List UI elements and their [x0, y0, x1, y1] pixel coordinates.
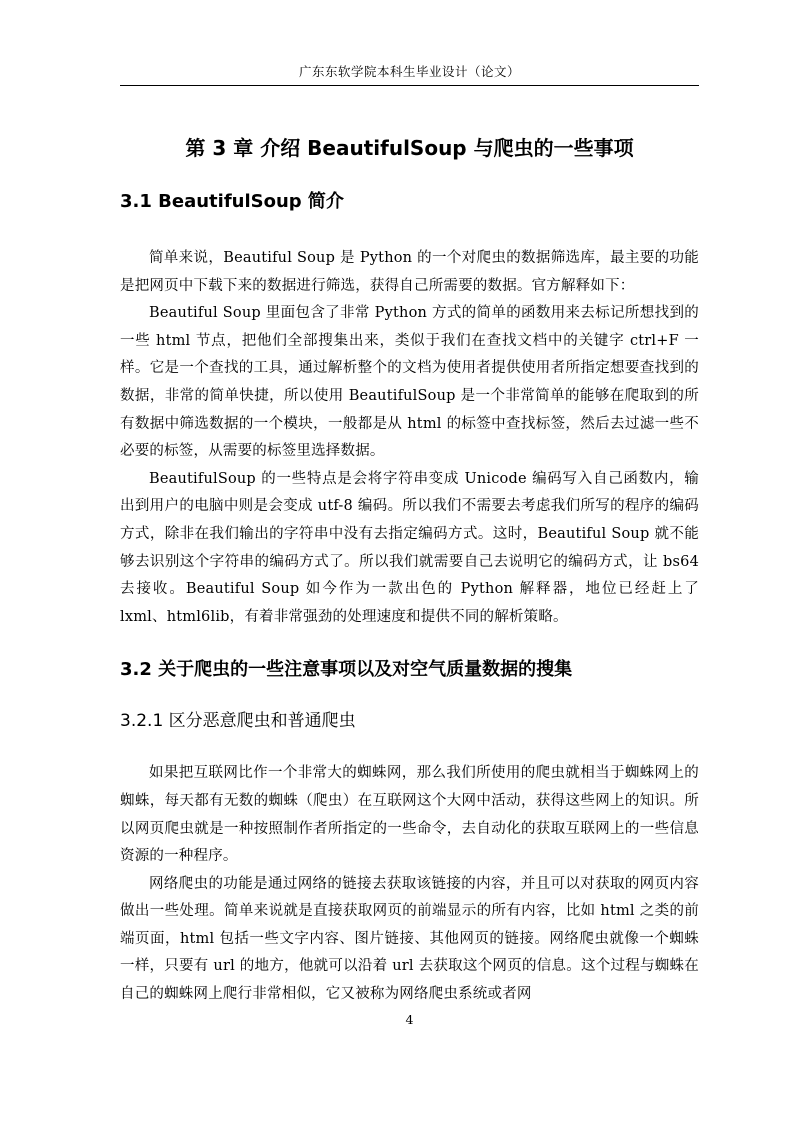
- paragraph: 简单来说，Beautiful Soup 是 Python 的一个对爬虫的数据筛选库，最主要的功能是把网页中下载下来的数据进行筛选，获得自己所需要的数据。官方解释如下：: [120, 250, 699, 294]
- paragraph: 如果把互联网比作一个非常大的蜘蛛网，那么我们所使用的爬虫就相当于蜘蛛网上的蜘蛛，每天都有无数的蜘蛛（爬虫）在互联网这个大网中活动，获得这些网上的知识。所以网页爬虫就是一种按照制作者所指定的一些命令，去自动化的获取互联网上的一些信息资源的一种程序。: [120, 765, 699, 865]
- subsection-heading-3-2-1: 3.2.1 区分恶意爬虫和普通爬虫: [120, 711, 356, 732]
- paragraph: Beautiful Soup 里面包含了非常 Python 方式的简单的函数用来去标记所想找到的一些 html 节点，把他们全部搜集出来，类似于我们在查找文档中的关键字 ctrl+F 一样。它是一个查找的工具，通过解析整个的文档为使用者提供使用者所指定想要查找到的数据，非常的简单快捷，所以使用 BeautifulSoup 是一个非常简单的能够在爬取到的所有数据中筛选数据的一个模块，一般都是从 html 的标签中查找标签，然后去过滤一些不必要的标签，从需要的标签里选择数据。: [120, 305, 699, 460]
- section-body-3-1: [120, 245, 699, 631]
- page-number: 4: [405, 1012, 414, 1027]
- page-content: [120, 125, 699, 1009]
- section-heading-3-1: 3.1 BeautifulSoup 简介: [120, 191, 344, 212]
- paragraph: BeautifulSoup 的一些特点是会将字符串变成 Unicode 编码写入自己函数内，输出到用户的电脑中则是会变成 utf-8 编码。所以我们不需要去考虑我们所写的程序的编码方式，除非在我们输出的字符串中没有去指定编码方式。这时，Beautiful Soup 就不能够去识别这个字符串的编码方式了。所以我们就需要自己去说明它的编码方式，让 bs64 去接收。Beautiful Soup 如今作为一款出色的 Python 解释器，地位已经赶上了 lxml、html6lib，有着非常强劲的处理速度和提供不同的解析策略。: [120, 470, 699, 625]
- section-heading-3-2: 3.2 关于爬虫的一些注意事项以及对空气质量数据的搜集: [120, 659, 573, 681]
- paragraph: 网络爬虫的功能是通过网络的链接去获取该链接的内容，并且可以对获取的网页内容做出一些处理。简单来说就是直接获取网页的前端显示的所有内容，比如 html 之类的前端页面，html 包括一些文字内容、图片链接、其他网页的链接。网络爬虫就像一个蜘蛛一样，只要有 url 的地方，他就可以沿着 url 去获取这个网页的信息。这个过程与蜘蛛在自己的蜘蛛网上爬行非常相似，它又被称为网络爬虫系统或者网: [120, 875, 699, 1003]
- running-header: 广东东软学院本科生毕业设计（论文）: [298, 64, 520, 79]
- chapter-title: 第 3 章 介绍 BeautifulSoup 与爬虫的一些事项: [185, 136, 634, 160]
- subsection-body-3-2-1: [120, 760, 699, 1008]
- header-rule: [120, 85, 699, 86]
